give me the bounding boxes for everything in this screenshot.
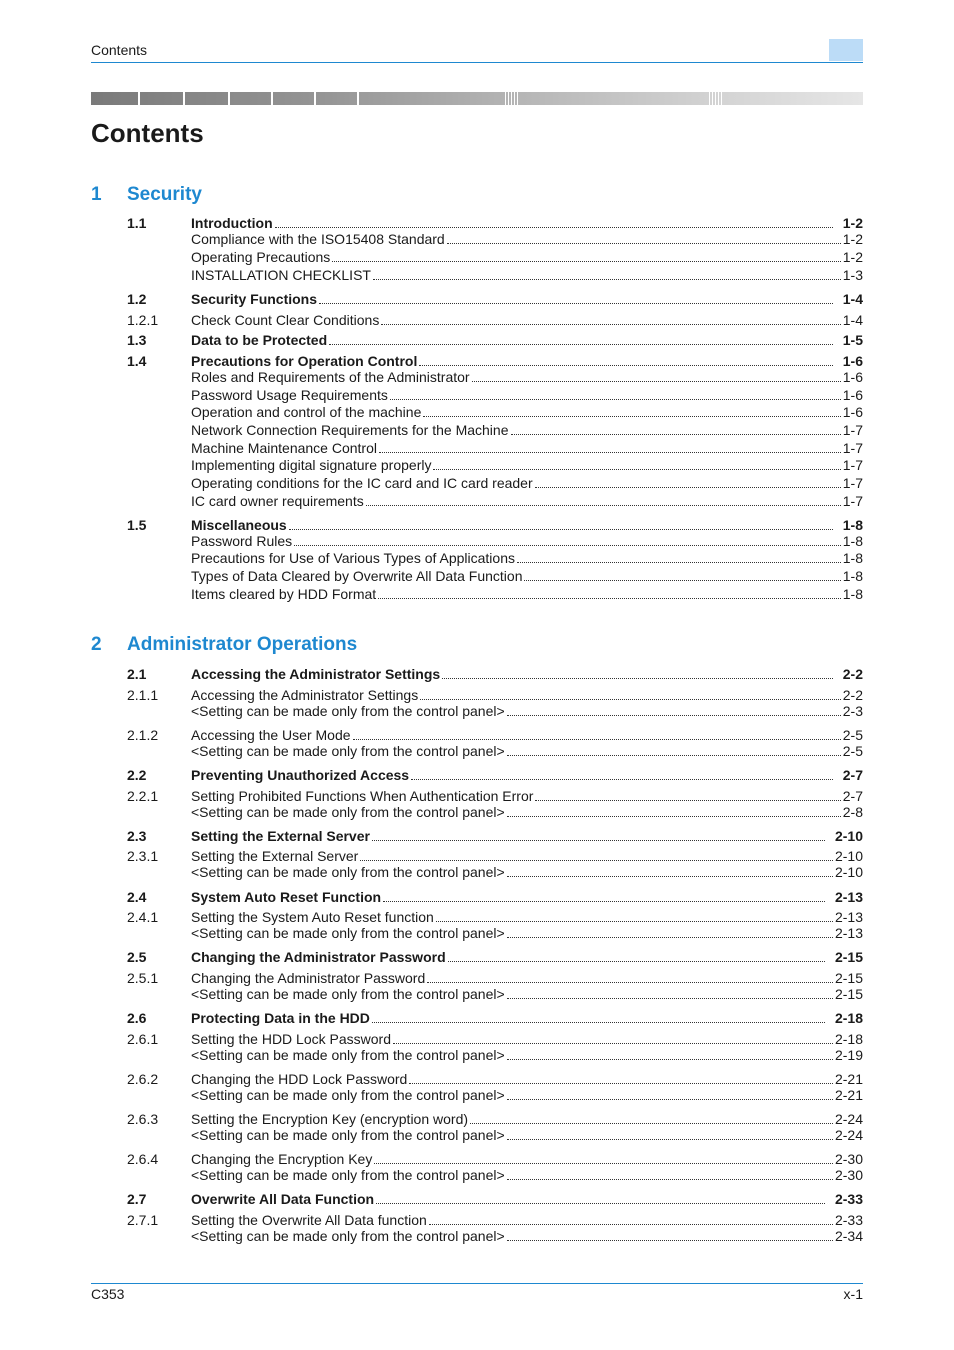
toc-entry-page: 2-15 [834, 949, 863, 965]
toc-leader-dots [319, 303, 833, 304]
toc-entry-number: 2.2.1 [127, 788, 159, 804]
footer-page-number: x-1 [843, 1286, 863, 1302]
toc-entry-title: <Setting can be made only from the control panel> [191, 804, 505, 820]
toc-entry[interactable] [0, 743, 954, 760]
toc-entry-title: Accessing the Administrator Settings [191, 666, 441, 682]
toc-entry[interactable] [0, 312, 954, 329]
toc-entry-page: 1-2 [842, 249, 863, 265]
toc-leader-dots [360, 860, 833, 861]
toc-entry-page: 1-8 [842, 533, 863, 549]
toc-entry-page: 1-2 [842, 215, 863, 231]
toc-entry[interactable] [0, 332, 954, 349]
toc-entry-page: 2-10 [834, 848, 863, 864]
toc-leader-dots [535, 487, 841, 488]
toc-entry-line [191, 743, 863, 760]
toc-entry-page: 2-34 [834, 1228, 863, 1244]
toc-entry-line [191, 1127, 863, 1144]
toc-entry-page: 2-2 [842, 687, 863, 703]
toc-entry[interactable] [0, 422, 954, 439]
toc-leader-dots [379, 452, 841, 453]
toc-entry-line [191, 249, 863, 266]
toc-leader-dots [433, 469, 840, 470]
toc-entry-line [191, 493, 863, 510]
toc-entry-page: 2-5 [842, 743, 863, 759]
toc-entry-line [191, 1111, 863, 1128]
toc-leader-dots [390, 399, 841, 400]
toc-entry-title: Setting the External Server [191, 828, 370, 844]
toc-entry-title: Changing the Encryption Key [191, 1151, 373, 1167]
toc-entry-title: Setting the External Server [191, 848, 359, 864]
toc-entry-line [191, 1167, 863, 1184]
toc-entry-title: <Setting can be made only from the control panel> [191, 1087, 505, 1103]
toc-entry-number: 1.2.1 [127, 312, 159, 328]
toc-leader-dots [442, 678, 833, 679]
toc-entry-number: 2.1.2 [127, 727, 159, 743]
toc-leader-dots [507, 876, 833, 877]
toc-entry[interactable] [0, 533, 954, 550]
toc-entry-title: Types of Data Cleared by Overwrite All Data Function [191, 568, 523, 584]
toc-entry-line [191, 369, 863, 386]
toc-entry-page: 1-8 [842, 517, 863, 533]
toc-entry-line [191, 727, 863, 744]
toc-entry[interactable] [0, 353, 954, 370]
toc-entry[interactable] [0, 848, 954, 865]
toc-entry-title: System Auto Reset Function [191, 889, 382, 905]
toc-entry-line [191, 788, 863, 805]
toc-entry-line [191, 925, 863, 942]
toc-entry-title: <Setting can be made only from the control panel> [191, 743, 505, 759]
toc-leader-dots [383, 901, 825, 902]
toc-leader-dots [517, 562, 841, 563]
header-rule [91, 62, 863, 63]
toc-entry-title: Changing the Administrator Password [191, 970, 426, 986]
toc-entry[interactable] [0, 404, 954, 421]
toc-entry-line [191, 909, 863, 926]
toc-leader-dots [366, 505, 841, 506]
toc-leader-dots [294, 545, 841, 546]
toc-entry-page: 1-6 [842, 353, 863, 369]
toc-entry-title: Roles and Requirements of the Administrator [191, 369, 470, 385]
toc-entry[interactable] [0, 1151, 954, 1168]
toc-entry-number: 2.1.1 [127, 687, 159, 703]
toc-entry-page: 1-8 [842, 568, 863, 584]
toc-entry-title: <Setting can be made only from the control panel> [191, 986, 505, 1002]
toc-entry-page: 2-21 [834, 1071, 863, 1087]
toc-entry-line [191, 457, 863, 474]
toc-leader-dots [448, 961, 825, 962]
toc-entry[interactable] [0, 727, 954, 744]
toc-entry[interactable] [0, 1167, 954, 1184]
toc-entry[interactable] [0, 440, 954, 457]
toc-entry[interactable] [0, 493, 954, 510]
toc-leader-dots [507, 755, 841, 756]
toc-leader-dots [332, 261, 840, 262]
toc-leader-dots [524, 580, 840, 581]
toc-entry-page: 1-7 [842, 493, 863, 509]
toc-entry-line [191, 440, 863, 457]
toc-entry-page: 2-24 [834, 1111, 863, 1127]
toc-leader-dots [409, 1083, 833, 1084]
toc-leader-dots [507, 1139, 833, 1140]
toc-entry-title: Security Functions [191, 291, 318, 307]
toc-entry[interactable] [0, 517, 954, 534]
toc-entry[interactable] [0, 1127, 954, 1144]
toc-entry[interactable] [0, 267, 954, 284]
toc-entry-page: 2-13 [834, 925, 863, 941]
toc-entry-title: Network Connection Requirements for the Machine [191, 422, 509, 438]
header-tab-marker [829, 39, 863, 61]
toc-entry-page: 2-10 [834, 864, 863, 880]
toc-entry-page: 1-8 [842, 550, 863, 566]
toc-entry-line [191, 687, 863, 704]
toc-entry-title: Protecting Data in the HDD [191, 1010, 370, 1026]
toc-entry-page: 1-2 [842, 231, 863, 247]
toc-entry-page: 1-7 [842, 457, 863, 473]
toc-entry-line [191, 517, 863, 534]
toc-entry-title: Precautions for Use of Various Types of Applications [191, 550, 515, 566]
toc-entry-number: 2.6.4 [127, 1151, 159, 1167]
toc-entry-page: 1-6 [842, 404, 863, 420]
toc-entry-line [191, 404, 863, 421]
toc-entry[interactable] [0, 1071, 954, 1088]
toc-entry[interactable] [0, 1228, 954, 1245]
toc-entry-line [191, 1151, 863, 1168]
toc-entry-line [191, 312, 863, 329]
toc-entry-title: Accessing the Administrator Settings [191, 687, 419, 703]
toc-entry[interactable] [0, 909, 954, 926]
toc-entry-line [191, 533, 863, 550]
toc-entry-title: INSTALLATION CHECKLIST [191, 267, 371, 283]
toc-entry-number: 2.5 [127, 949, 147, 965]
toc-leader-dots [372, 1022, 825, 1023]
toc-entry[interactable] [0, 291, 954, 308]
toc-entry-title: Password Rules [191, 533, 293, 549]
toc-leader-dots [507, 937, 833, 938]
toc-entry-line [191, 1191, 863, 1208]
toc-entry-title: Machine Maintenance Control [191, 440, 377, 456]
toc-entry-page: 2-2 [842, 666, 863, 682]
toc-entry-number: 1.3 [127, 332, 147, 348]
toc-entry-title: Check Count Clear Conditions [191, 312, 380, 328]
toc-leader-dots [436, 921, 833, 922]
toc-entry-line [191, 568, 863, 585]
toc-entry[interactable] [0, 387, 954, 404]
toc-entry-title: <Setting can be made only from the control panel> [191, 703, 505, 719]
toc-entry-title: <Setting can be made only from the control panel> [191, 1167, 505, 1183]
toc-entry[interactable] [0, 925, 954, 942]
toc-entry-title: Changing the Administrator Password [191, 949, 446, 965]
toc-entry-title: Operating Precautions [191, 249, 331, 265]
toc-entry-line [191, 267, 863, 284]
toc-entry-line [191, 1071, 863, 1088]
toc-entry[interactable] [0, 687, 954, 704]
toc-entry-title: Setting the System Auto Reset function [191, 909, 434, 925]
toc-entry-line [191, 586, 863, 603]
toc-entry-line [191, 231, 863, 248]
chapter-title: Security [127, 184, 202, 205]
toc-entry-title: Miscellaneous [191, 517, 287, 533]
toc-entry-line [191, 864, 863, 881]
toc-entry-page: 1-7 [842, 422, 863, 438]
toc-entry-page: 1-4 [842, 312, 863, 328]
toc-entry[interactable] [0, 457, 954, 474]
toc-entry-page: 2-30 [834, 1167, 863, 1183]
toc-entry-title: Setting Prohibited Functions When Authentication Error [191, 788, 534, 804]
toc-entry-page: 1-4 [842, 291, 863, 307]
toc-entry[interactable] [0, 767, 954, 784]
toc-leader-dots [507, 715, 841, 716]
toc-entry-title: Preventing Unauthorized Access [191, 767, 410, 783]
toc-entry[interactable] [0, 586, 954, 603]
toc-entry-title: <Setting can be made only from the control panel> [191, 925, 505, 941]
toc-entry[interactable] [0, 1047, 954, 1064]
toc-entry-line [191, 1212, 863, 1229]
toc-leader-dots [507, 1059, 833, 1060]
toc-entry-title: Setting the Encryption Key (encryption word) [191, 1111, 469, 1127]
toc-entry-title: Precautions for Operation Control [191, 353, 418, 369]
toc-entry[interactable] [0, 666, 954, 683]
toc-entry[interactable] [0, 864, 954, 881]
toc-leader-dots [472, 381, 841, 382]
toc-entry-line [191, 666, 863, 683]
chapter-title: Administrator Operations [127, 634, 358, 655]
toc-leader-dots [372, 840, 825, 841]
toc-entry-title: Setting the Overwrite All Data function [191, 1212, 427, 1228]
toc-entry-line [191, 889, 863, 906]
toc-entry-line [191, 1031, 863, 1048]
toc-entry-title: <Setting can be made only from the control panel> [191, 864, 505, 880]
toc-entry-title: Data to be Protected [191, 332, 328, 348]
toc-leader-dots [353, 739, 841, 740]
toc-entry[interactable] [0, 249, 954, 266]
toc-entry[interactable] [0, 369, 954, 386]
toc-entry-line [191, 1010, 863, 1027]
toc-entry-line [191, 949, 863, 966]
toc-entry-page: 1-7 [842, 440, 863, 456]
toc-leader-dots [507, 1179, 833, 1180]
toc-leader-dots [420, 699, 841, 700]
toc-entry-number: 1.1 [127, 215, 147, 231]
toc-entry[interactable] [0, 568, 954, 585]
toc-entry[interactable] [0, 231, 954, 248]
toc-entry-page: 2-21 [834, 1087, 863, 1103]
toc-entry-page: 2-7 [842, 788, 863, 804]
toc-leader-dots [507, 998, 833, 999]
toc-entry[interactable] [0, 1031, 954, 1048]
toc-leader-dots [470, 1123, 833, 1124]
page-title: Contents [91, 118, 204, 148]
toc-entry-line [191, 986, 863, 1003]
toc-entry[interactable] [0, 1212, 954, 1229]
toc-leader-dots [374, 1163, 833, 1164]
toc-entry-title: Accessing the User Mode [191, 727, 351, 743]
toc-entry-page: 2-13 [834, 909, 863, 925]
toc-entry-number: 2.5.1 [127, 970, 159, 986]
toc-entry-page: 1-6 [842, 369, 863, 385]
toc-entry-page: 1-8 [842, 586, 863, 602]
toc-entry[interactable] [0, 949, 954, 966]
toc-leader-dots [507, 816, 841, 817]
toc-entry-line [191, 828, 863, 845]
toc-entry-number: 2.4 [127, 889, 147, 905]
toc-entry-page: 2-13 [834, 889, 863, 905]
toc-entry-title: Compliance with the ISO15408 Standard [191, 231, 445, 247]
toc-entry-line [191, 387, 863, 404]
toc-entry-title: Overwrite All Data Function [191, 1191, 375, 1207]
toc-entry-number: 1.2 [127, 291, 147, 307]
toc-entry[interactable] [0, 1010, 954, 1027]
toc-entry-title: <Setting can be made only from the control panel> [191, 1127, 505, 1143]
toc-entry-line [191, 804, 863, 821]
toc-leader-dots [507, 1099, 833, 1100]
toc-entry-number: 2.6 [127, 1010, 147, 1026]
toc-entry-page: 2-3 [842, 703, 863, 719]
toc-entry-title: Password Usage Requirements [191, 387, 388, 403]
toc-entry[interactable] [0, 703, 954, 720]
toc-entry-number: 1.5 [127, 517, 147, 533]
toc-entry-line [191, 767, 863, 784]
toc-entry[interactable] [0, 1191, 954, 1208]
toc-entry-page: 2-8 [842, 804, 863, 820]
toc-entry-number: 2.3 [127, 828, 147, 844]
toc-entry-title: IC card owner requirements [191, 493, 364, 509]
toc-entry[interactable] [0, 889, 954, 906]
toc-entry-line [191, 550, 863, 567]
toc-entry-page: 2-33 [834, 1191, 863, 1207]
toc-entry-title: Setting the HDD Lock Password [191, 1031, 391, 1047]
toc-leader-dots [378, 598, 841, 599]
toc-entry-page: 1-7 [842, 475, 863, 491]
chapter-number: 1 [91, 184, 102, 205]
toc-entry-page: 2-5 [842, 727, 863, 743]
toc-entry-title: Operation and control of the machine [191, 404, 422, 420]
toc-entry-number: 2.6.3 [127, 1111, 159, 1127]
toc-leader-dots [373, 279, 841, 280]
toc-entry-number: 2.2 [127, 767, 147, 783]
toc-entry-number: 2.6.1 [127, 1031, 159, 1047]
toc-entry-number: 2.3.1 [127, 848, 159, 864]
toc-entry-page: 1-5 [842, 332, 863, 348]
decorative-gradient-band [91, 92, 863, 105]
toc-entry-line [191, 215, 863, 232]
toc-entry-line [191, 475, 863, 492]
toc-entry-title: Introduction [191, 215, 273, 231]
footer-model: C353 [91, 1286, 125, 1302]
toc-entry-number: 2.6.2 [127, 1071, 159, 1087]
toc-entry-line [191, 1087, 863, 1104]
toc-leader-dots [507, 1240, 833, 1241]
toc-entry-line [191, 703, 863, 720]
toc-entry-line [191, 422, 863, 439]
toc-entry-title: Operating conditions for the IC card and IC card reader [191, 475, 533, 491]
toc-entry-page: 2-30 [834, 1151, 863, 1167]
toc-leader-dots [329, 344, 833, 345]
toc-entry-title: Implementing digital signature properly [191, 457, 432, 473]
toc-leader-dots [411, 779, 833, 780]
toc-entry-page: 1-6 [842, 387, 863, 403]
toc-leader-dots [289, 529, 833, 530]
toc-entry[interactable] [0, 215, 954, 232]
toc-entry-line [191, 332, 863, 349]
toc-entry-page: 2-7 [842, 767, 863, 783]
toc-entry-line [191, 353, 863, 370]
toc-entry-title: Changing the HDD Lock Password [191, 1071, 408, 1087]
toc-leader-dots [275, 227, 833, 228]
toc-entry[interactable] [0, 550, 954, 567]
toc-entry[interactable] [0, 1111, 954, 1128]
toc-entry-number: 1.4 [127, 353, 147, 369]
chapter-number: 2 [91, 634, 102, 655]
toc-leader-dots [423, 416, 840, 417]
toc-entry[interactable] [0, 828, 954, 845]
toc-entry[interactable] [0, 1087, 954, 1104]
toc-entry-page: 2-18 [834, 1031, 863, 1047]
toc-entry[interactable] [0, 788, 954, 805]
toc-leader-dots [393, 1043, 833, 1044]
toc-entry-number: 2.4.1 [127, 909, 159, 925]
toc-entry-page: 2-33 [834, 1212, 863, 1228]
footer-rule [91, 1283, 863, 1284]
toc-entry-number: 2.7.1 [127, 1212, 159, 1228]
running-header: Contents [91, 42, 148, 58]
toc-entry-line [191, 970, 863, 987]
toc-entry-line [191, 1047, 863, 1064]
toc-leader-dots [429, 1224, 833, 1225]
toc-leader-dots [381, 324, 840, 325]
toc-entry-page: 2-10 [834, 828, 863, 844]
toc-entry-page: 2-19 [834, 1047, 863, 1063]
toc-entry-page: 2-15 [834, 986, 863, 1002]
toc-entry-line [191, 1228, 863, 1245]
toc-leader-dots [376, 1203, 825, 1204]
toc-leader-dots [535, 800, 840, 801]
toc-entry-page: 2-24 [834, 1127, 863, 1143]
toc-entry-title: <Setting can be made only from the control panel> [191, 1228, 505, 1244]
toc-entry-title: <Setting can be made only from the control panel> [191, 1047, 505, 1063]
toc-leader-dots [511, 434, 841, 435]
toc-entry[interactable] [0, 804, 954, 821]
toc-entry[interactable] [0, 986, 954, 1003]
toc-entry-page: 1-3 [842, 267, 863, 283]
toc-entry-page: 2-15 [834, 970, 863, 986]
toc-leader-dots [447, 243, 841, 244]
toc-entry-page: 2-18 [834, 1010, 863, 1026]
toc-leader-dots [427, 982, 833, 983]
toc-entry-line [191, 291, 863, 308]
toc-entry[interactable] [0, 475, 954, 492]
toc-entry-number: 2.7 [127, 1191, 147, 1207]
toc-entry-number: 2.1 [127, 666, 147, 682]
toc-entry-line [191, 848, 863, 865]
toc-entry-title: Items cleared by HDD Format [191, 586, 377, 602]
toc-entry[interactable] [0, 970, 954, 987]
toc-leader-dots [419, 365, 832, 366]
